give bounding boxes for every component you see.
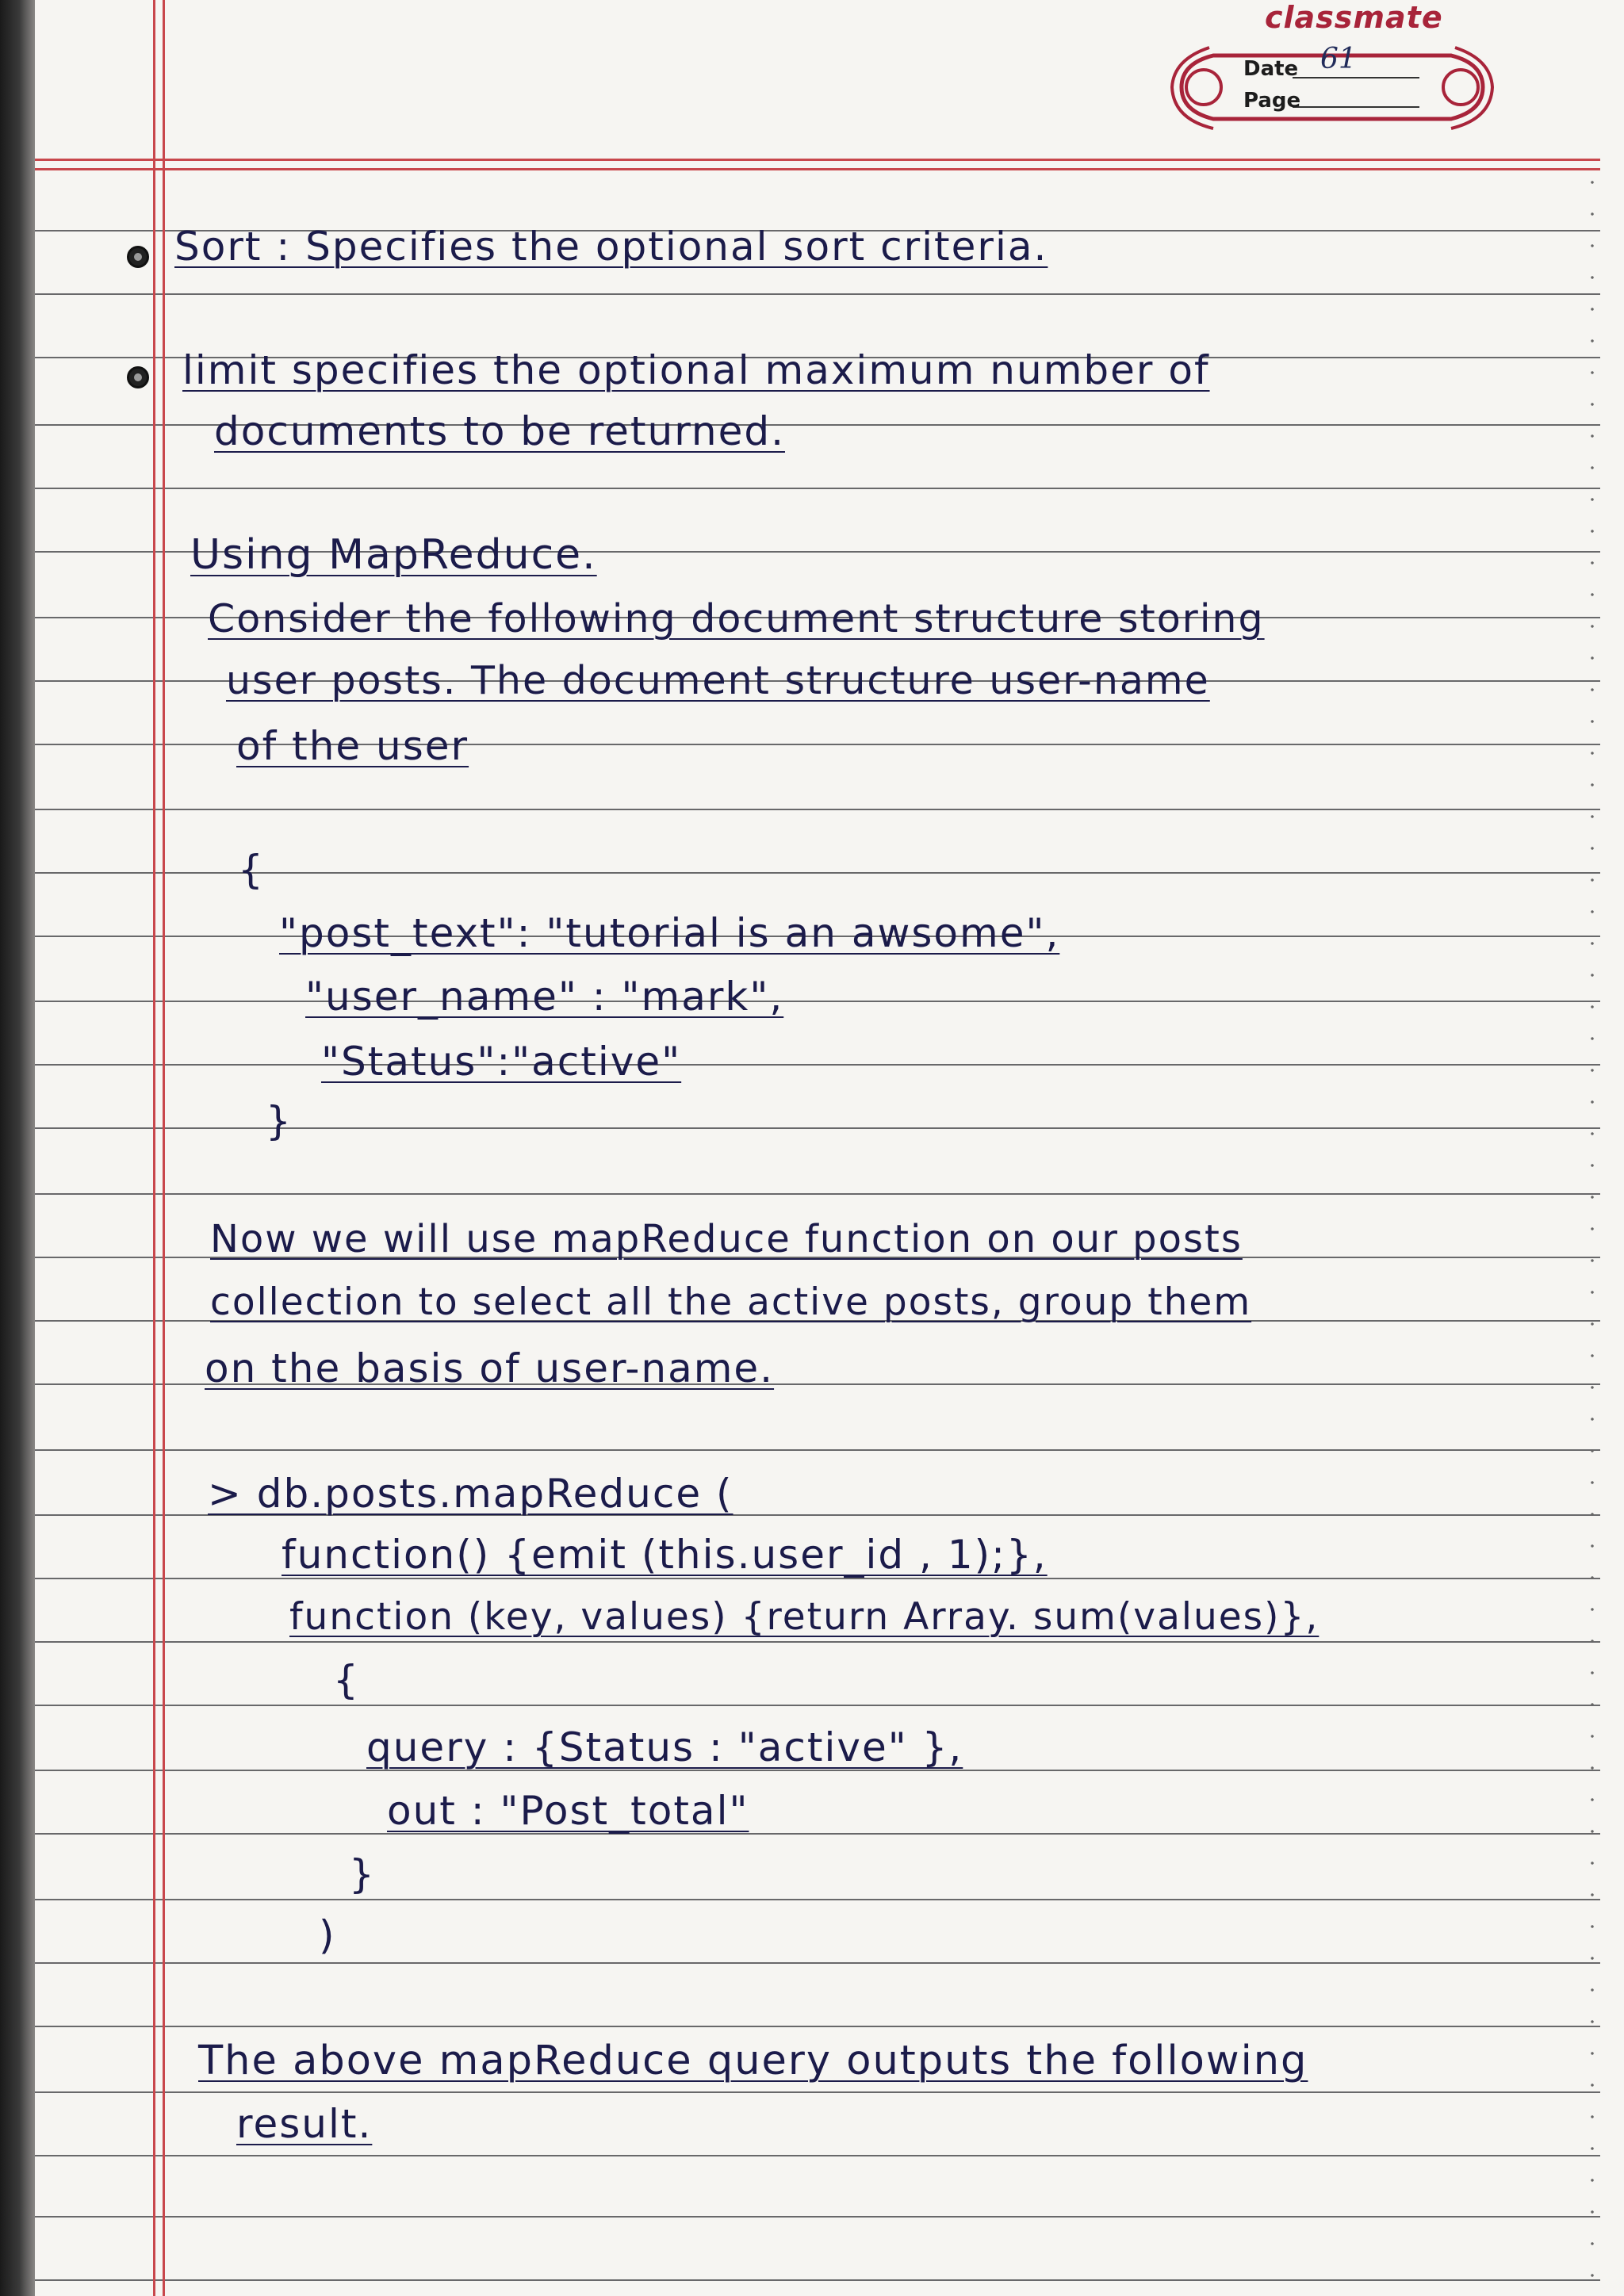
code-line-3: function (key, values) {return Array. sum(values)},	[289, 1595, 1320, 1639]
ruled-line	[35, 2279, 1600, 2281]
ruled-line	[35, 872, 1600, 874]
ruled-line	[35, 1641, 1600, 1643]
ruled-line	[35, 1001, 1600, 1002]
margin-line-2	[163, 0, 165, 2296]
ruled-line	[35, 2091, 1600, 2093]
para2-line-3: on the basis of user-name.	[205, 1345, 775, 1391]
para2-line-1: Now we will use mapReduce function on our posts	[210, 1217, 1243, 1261]
bullet-icon	[127, 366, 149, 388]
code-line-2: function() {emit (this.user_id , 1);},	[282, 1532, 1048, 1578]
ruled-line	[35, 488, 1600, 489]
date-value: 61	[1320, 43, 1357, 75]
ruled-line	[35, 2026, 1600, 2027]
doc-line-user-name: "user_name" : "mark",	[305, 974, 784, 1020]
ruled-line	[35, 293, 1600, 295]
code-line-1: > db.posts.mapReduce (	[208, 1471, 733, 1517]
page-label: Page	[1243, 89, 1301, 113]
brand-logo: classmate	[1265, 0, 1443, 35]
ruled-line	[35, 1578, 1600, 1579]
para1-line-3: of the user	[236, 723, 469, 769]
section-heading: Using MapReduce.	[190, 531, 597, 579]
notebook-binding	[0, 0, 35, 2296]
top-red-line-2	[35, 168, 1600, 170]
ruled-line	[35, 1899, 1600, 1900]
ruled-line	[35, 2216, 1600, 2218]
margin-line	[153, 0, 155, 2296]
para1-line-2: user posts. The document structure user-name	[226, 658, 1210, 703]
sort-note: Sort : Specifies the optional sort criteria.	[174, 224, 1048, 270]
doc-open-brace: {	[238, 847, 265, 893]
date-page-badge	[1166, 32, 1499, 143]
closing-line-2: result.	[236, 2101, 373, 2147]
ruled-line	[35, 2155, 1600, 2156]
ruled-line	[35, 809, 1600, 810]
doc-line-post-text: "post_text": "tutorial is an awsome",	[279, 910, 1060, 956]
code-line-7: }	[349, 1851, 376, 1897]
code-line-4: {	[333, 1657, 360, 1703]
top-red-line	[35, 159, 1600, 161]
doc-line-status: "Status":"active"	[321, 1039, 682, 1085]
code-line-5: query : {Status : "active" },	[366, 1724, 963, 1770]
ruled-line	[35, 1064, 1600, 1066]
code-line-6: out : "Post_total"	[387, 1788, 749, 1834]
ruled-line	[35, 1193, 1600, 1195]
bullet-icon	[127, 246, 149, 268]
para2-line-2: collection to select all the active posts, group them	[210, 1280, 1252, 1324]
doc-close-brace: }	[266, 1098, 293, 1144]
ruled-line	[35, 1962, 1600, 1964]
code-line-8: )	[319, 1912, 336, 1958]
limit-note-line-1: limit specifies the optional maximum number of	[182, 347, 1210, 393]
ruled-line	[35, 1833, 1600, 1835]
edge-dots	[1590, 166, 1595, 2291]
para1-line-1: Consider the following document structure storing	[208, 596, 1265, 641]
closing-line-1: The above mapReduce query outputs the following	[198, 2038, 1308, 2084]
ruled-line	[35, 1449, 1600, 1451]
date-label: Date	[1243, 57, 1299, 81]
limit-note-line-2: documents to be returned.	[214, 408, 785, 454]
ruled-line	[35, 1705, 1600, 1706]
